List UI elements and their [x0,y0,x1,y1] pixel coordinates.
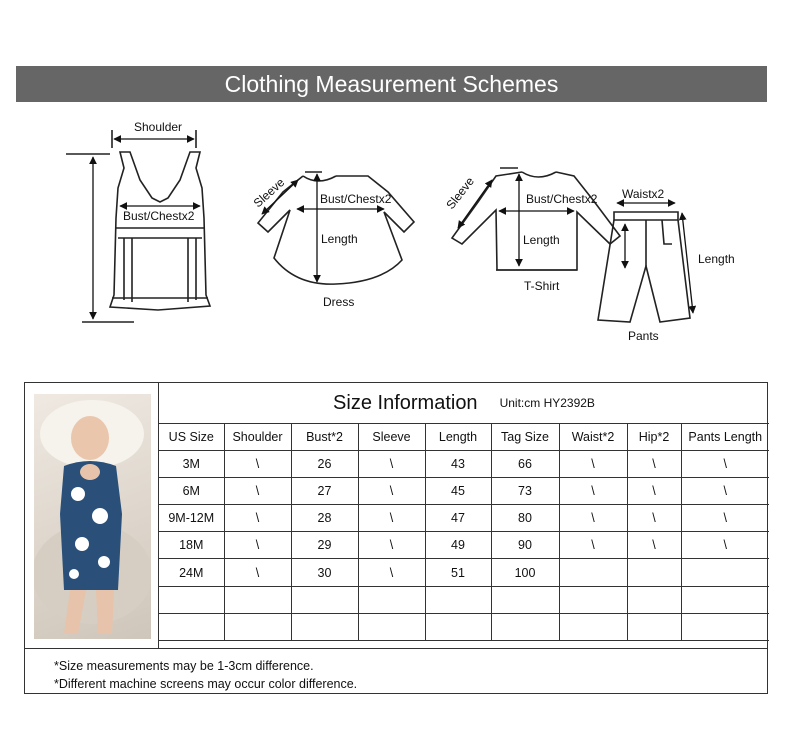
table-cell: \ [224,451,291,478]
table-row [159,505,769,532]
table-cell [291,586,358,613]
table-cell: \ [627,478,681,505]
table-cell: \ [559,505,627,532]
table-cell: \ [559,451,627,478]
table-cell: 80 [491,505,559,532]
table-cell [559,559,627,586]
table-cell: 29 [291,532,358,559]
table-cell [681,586,769,613]
table-cell: 51 [425,559,491,586]
table-cell: \ [559,532,627,559]
table-row [159,451,769,478]
column-header: US Size [159,424,224,451]
table-cell: \ [224,559,291,586]
note-measurement: *Size measurements may be 1-3cm difference. [54,659,314,673]
table-cell: 90 [491,532,559,559]
table-cell: 66 [491,451,559,478]
tshirt-caption: T-Shirt [524,279,560,293]
table-cell: 47 [425,505,491,532]
table-cell [159,613,224,640]
column-header: Bust*2 [291,424,358,451]
table-cell [681,613,769,640]
table-cell [627,613,681,640]
table-cell [559,586,627,613]
table-cell: \ [358,559,425,586]
page-title: Clothing Measurement Schemes [224,70,559,97]
column-header: Waist*2 [559,424,627,451]
size-table-section [158,383,769,648]
table-cell [358,586,425,613]
table-row [159,613,769,640]
pants-waist-label: Waistx2 [622,187,665,201]
table-cell: 9M-12M [159,505,224,532]
dress-bust-label: Bust/Chestx2 [320,192,392,206]
size-information-panel [24,382,768,694]
table-cell: 6M [159,478,224,505]
table-cell: \ [358,478,425,505]
table-cell: \ [224,532,291,559]
table-cell: \ [681,532,769,559]
tshirt-bust-label: Bust/Chestx2 [526,192,598,206]
table-cell [491,586,559,613]
table-cell: \ [681,478,769,505]
table-cell: \ [559,478,627,505]
table-cell: 3M [159,451,224,478]
table-cell: 100 [491,559,559,586]
size-table-header [159,383,769,424]
product-photo [34,394,151,639]
pants-length-label: Length [698,252,735,266]
dress-sleeve-label: Sleeve [250,175,288,211]
table-cell [224,586,291,613]
table-cell: 43 [425,451,491,478]
table-cell: 18M [159,532,224,559]
table-row [159,478,769,505]
table-row [159,532,769,559]
column-header: Hip*2 [627,424,681,451]
table-cell: 24M [159,559,224,586]
table-cell [425,586,491,613]
table-cell: 73 [491,478,559,505]
table-cell: \ [681,505,769,532]
table-cell: \ [224,505,291,532]
baby-photo-illustration [34,394,151,639]
tshirt-sleeve-label: Sleeve [443,174,477,212]
note-color: *Different machine screens may occur color difference. [54,677,358,691]
table-cell: \ [358,532,425,559]
pants-diagram [598,212,690,322]
size-table-title: Size Information [333,391,478,414]
table-cell: 49 [425,532,491,559]
table-cell: 26 [291,451,358,478]
table-cell: \ [627,505,681,532]
column-header: Shoulder [224,424,291,451]
table-cell: 27 [291,478,358,505]
table-cell: \ [627,451,681,478]
vest-bust-label: Bust/Chestx2 [123,209,195,223]
table-cell [291,613,358,640]
vest-diagram [66,130,210,322]
size-table [159,424,769,641]
table-cell [491,613,559,640]
table-row [159,586,769,613]
measurement-diagrams [0,110,790,350]
table-cell: 45 [425,478,491,505]
table-cell: \ [358,505,425,532]
table-cell [627,559,681,586]
table-cell [681,559,769,586]
table-cell: 30 [291,559,358,586]
table-cell: \ [681,451,769,478]
table-cell [358,613,425,640]
pants-caption: Pants [628,329,659,343]
table-cell: \ [224,478,291,505]
table-cell [159,586,224,613]
tshirt-diagram [452,168,620,270]
table-cell: 28 [291,505,358,532]
table-cell [224,613,291,640]
tshirt-length-label: Length [523,233,560,247]
dress-caption: Dress [323,295,355,309]
dress-length-label: Length [321,232,358,246]
column-header: Length [425,424,491,451]
shoulder-label: Shoulder [134,120,183,134]
size-table-unit: Unit:cm HY2392B [499,396,595,410]
table-cell: \ [358,451,425,478]
page-title-banner [16,66,767,102]
size-notes [25,648,767,695]
table-cell [425,613,491,640]
column-header: Sleeve [358,424,425,451]
table-header-row [159,424,769,451]
column-header: Pants Length [681,424,769,451]
table-row [159,559,769,586]
table-cell: \ [627,532,681,559]
column-header: Tag Size [491,424,559,451]
table-cell [559,613,627,640]
table-cell [627,586,681,613]
